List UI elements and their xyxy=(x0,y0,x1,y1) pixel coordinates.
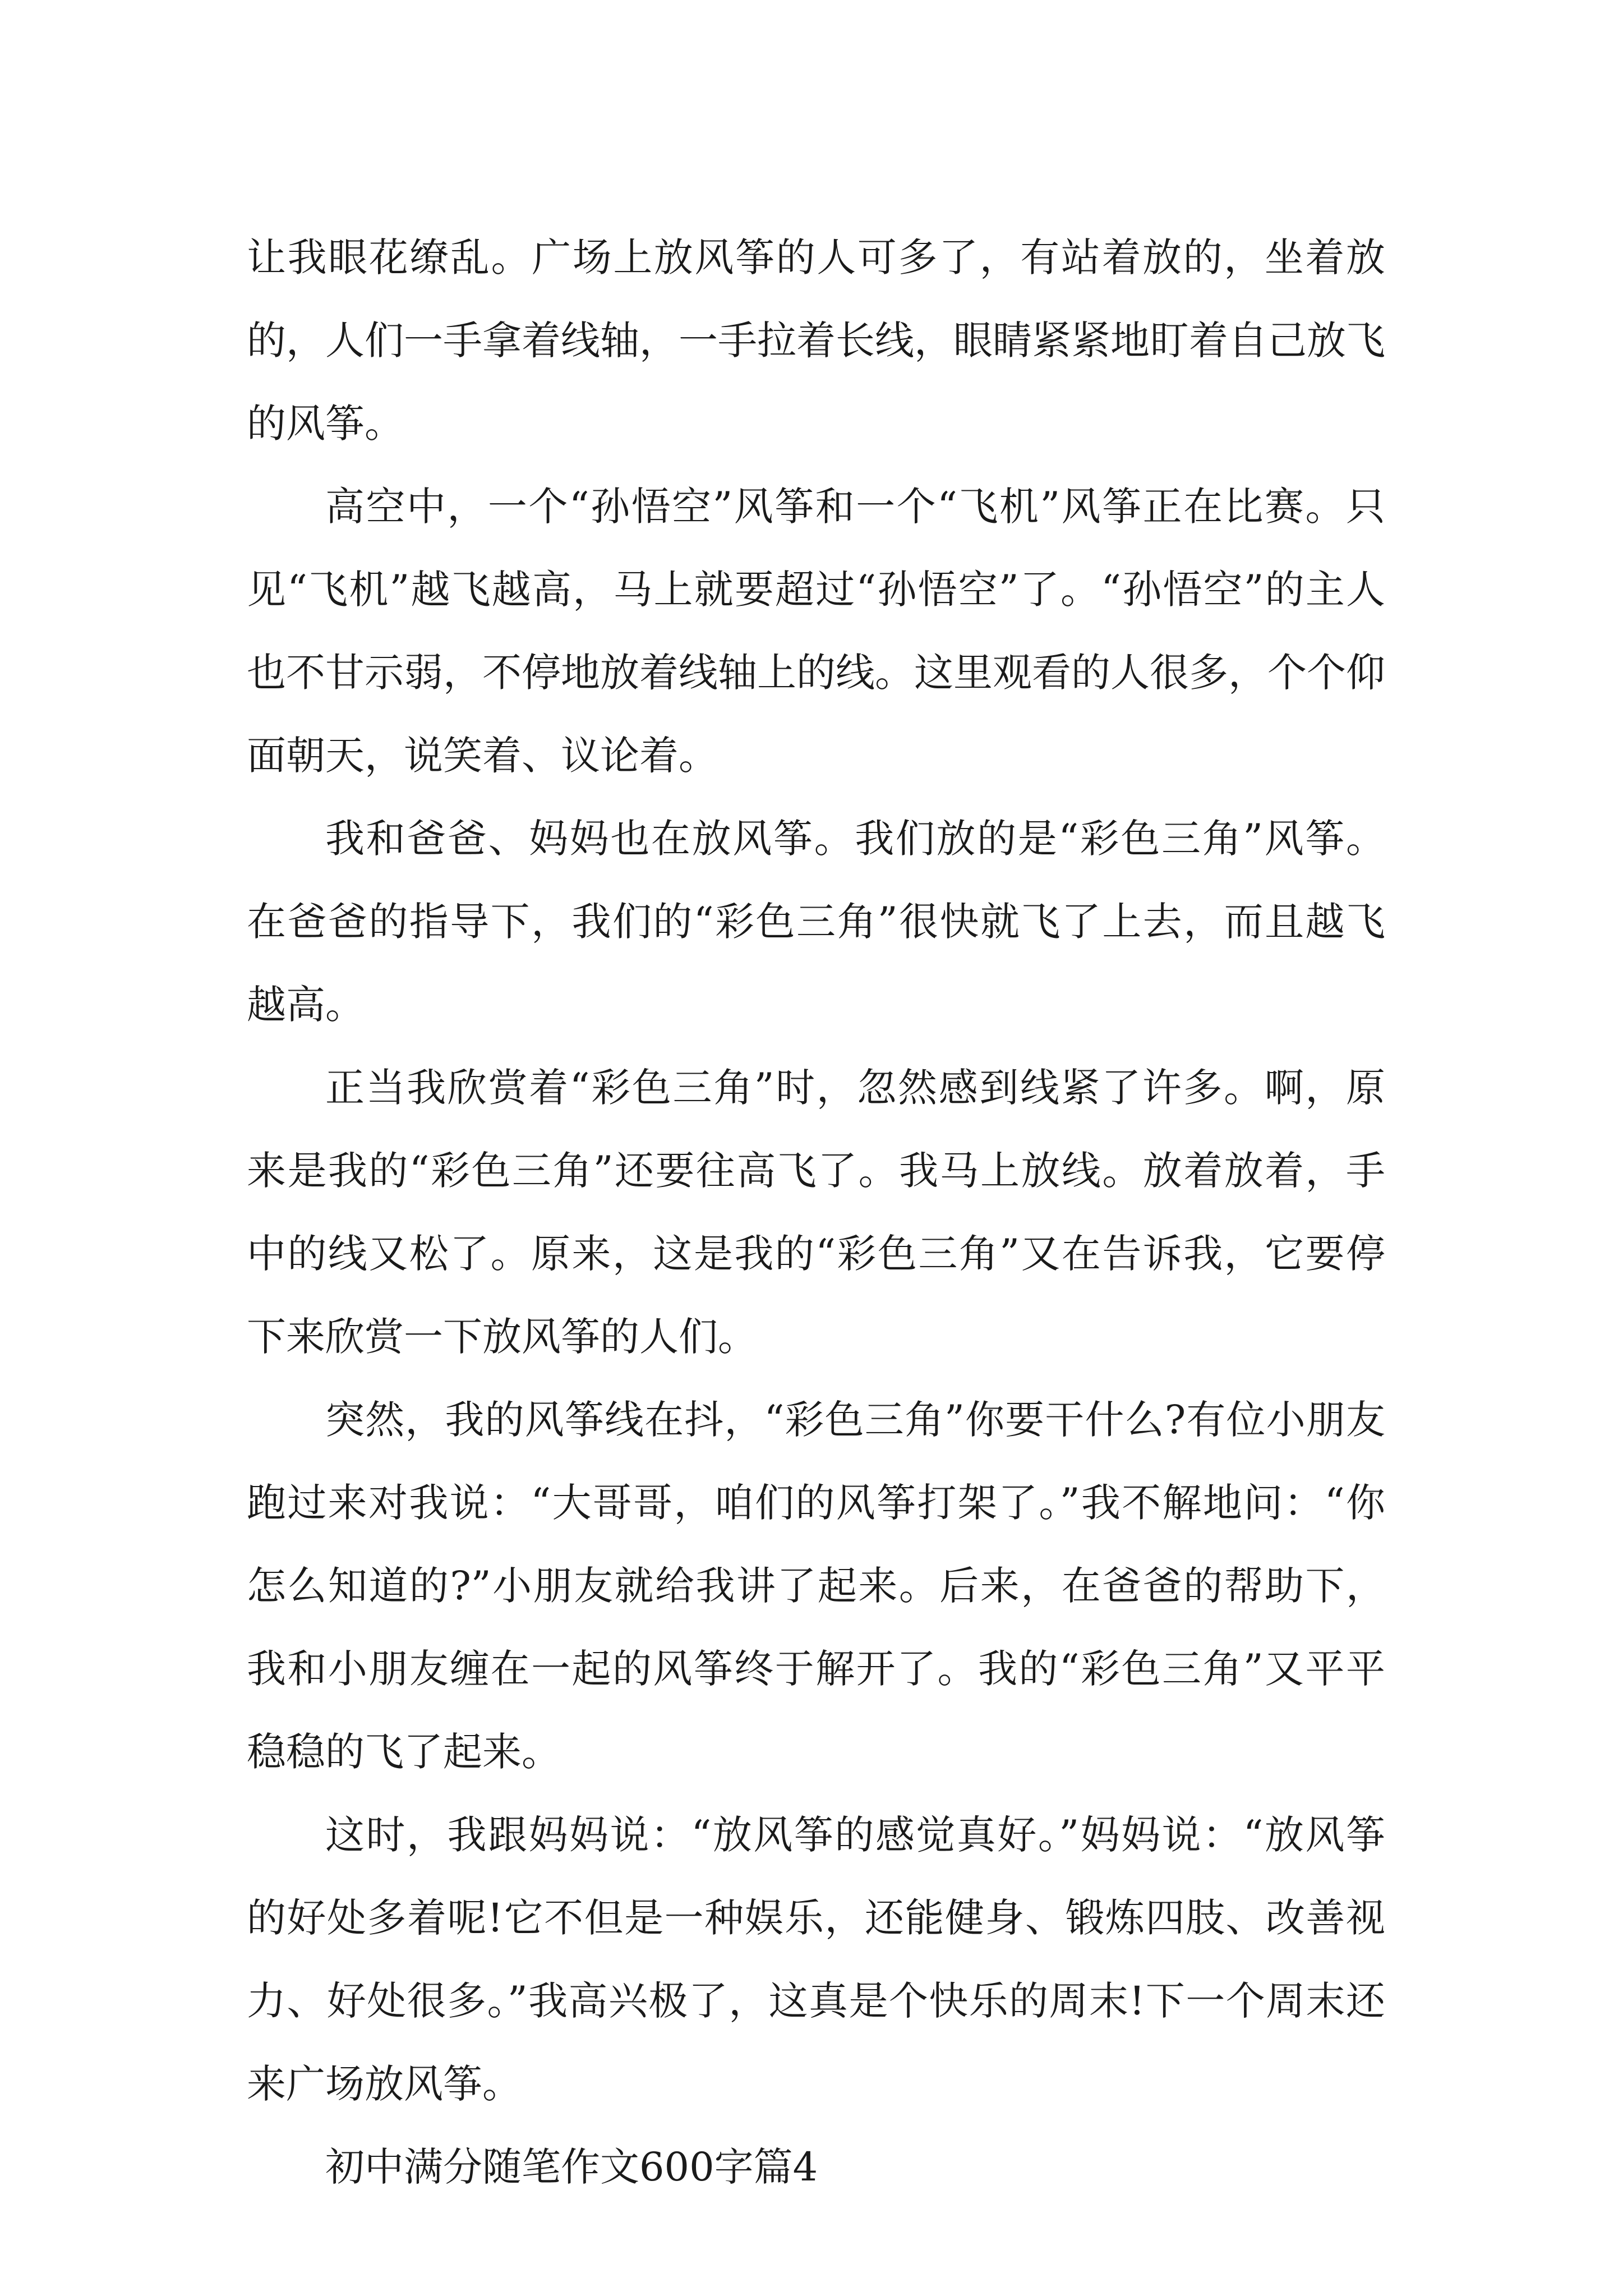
paragraph-conclusion: 这时，我跟妈妈说：“放风筝的感觉真好。”妈妈说：“放风筝的好处多着呢!它不但是一种娱乐，还能健身、锻炼四肢、改善视力、好处很多。”我高兴极了，这真是个快乐的周末!下一个周末还来广场放风筝。 xyxy=(247,1812,1385,2107)
paragraph-family-kite: 我和爸爸、妈妈也在放风筝。我们放的是“彩色三角”风筝。在爸爸的指导下，我们的“彩色三角”很快就飞了上去，而且越飞越高。 xyxy=(247,816,1385,1028)
document-page xyxy=(247,216,1385,2208)
paragraph-sky-race: 高空中，一个“孙悟空”风筝和一个“飞机”风筝正在比赛。只见“飞机”越飞越高，马上就要超过“孙悟空”了。“孙悟空”的主人也不甘示弱，不停地放着线轴上的线。这里观看的人很多，个个仰面朝天，说笑着、议论着。 xyxy=(247,484,1385,779)
section-heading: 初中满分随笔作文600字篇4 xyxy=(325,2144,818,2190)
paragraph-kites-tangled: 突然，我的风筝线在抖，“彩色三角”你要干什么?有位小朋友跑过来对我说：“大哥哥，咱们的风筝打架了。”我不解地问：“你怎么知道的?”小朋友就给我讲了起来。后来，在爸爸的帮助下，我和小朋友缠在一起的风筝终于解开了。我的“彩色三角”又平平稳稳的飞了起来。 xyxy=(247,1397,1385,1775)
paragraph-continued: 让我眼花缭乱。广场上放风筝的人可多了，有站着放的，坐着放的，人们一手拿着线轴，一手拉着长线，眼睛紧紧地盯着自己放飞的风筝。 xyxy=(247,234,1385,447)
paragraph-line-tight: 正当我欣赏着“彩色三角”时，忽然感到线紧了许多。啊，原来是我的“彩色三角”还要往高飞了。我马上放线。放着放着，手中的线又松了。原来，这是我的“彩色三角”又在告诉我，它要停下来欣赏一下放风筝的人们。 xyxy=(247,1065,1385,1360)
